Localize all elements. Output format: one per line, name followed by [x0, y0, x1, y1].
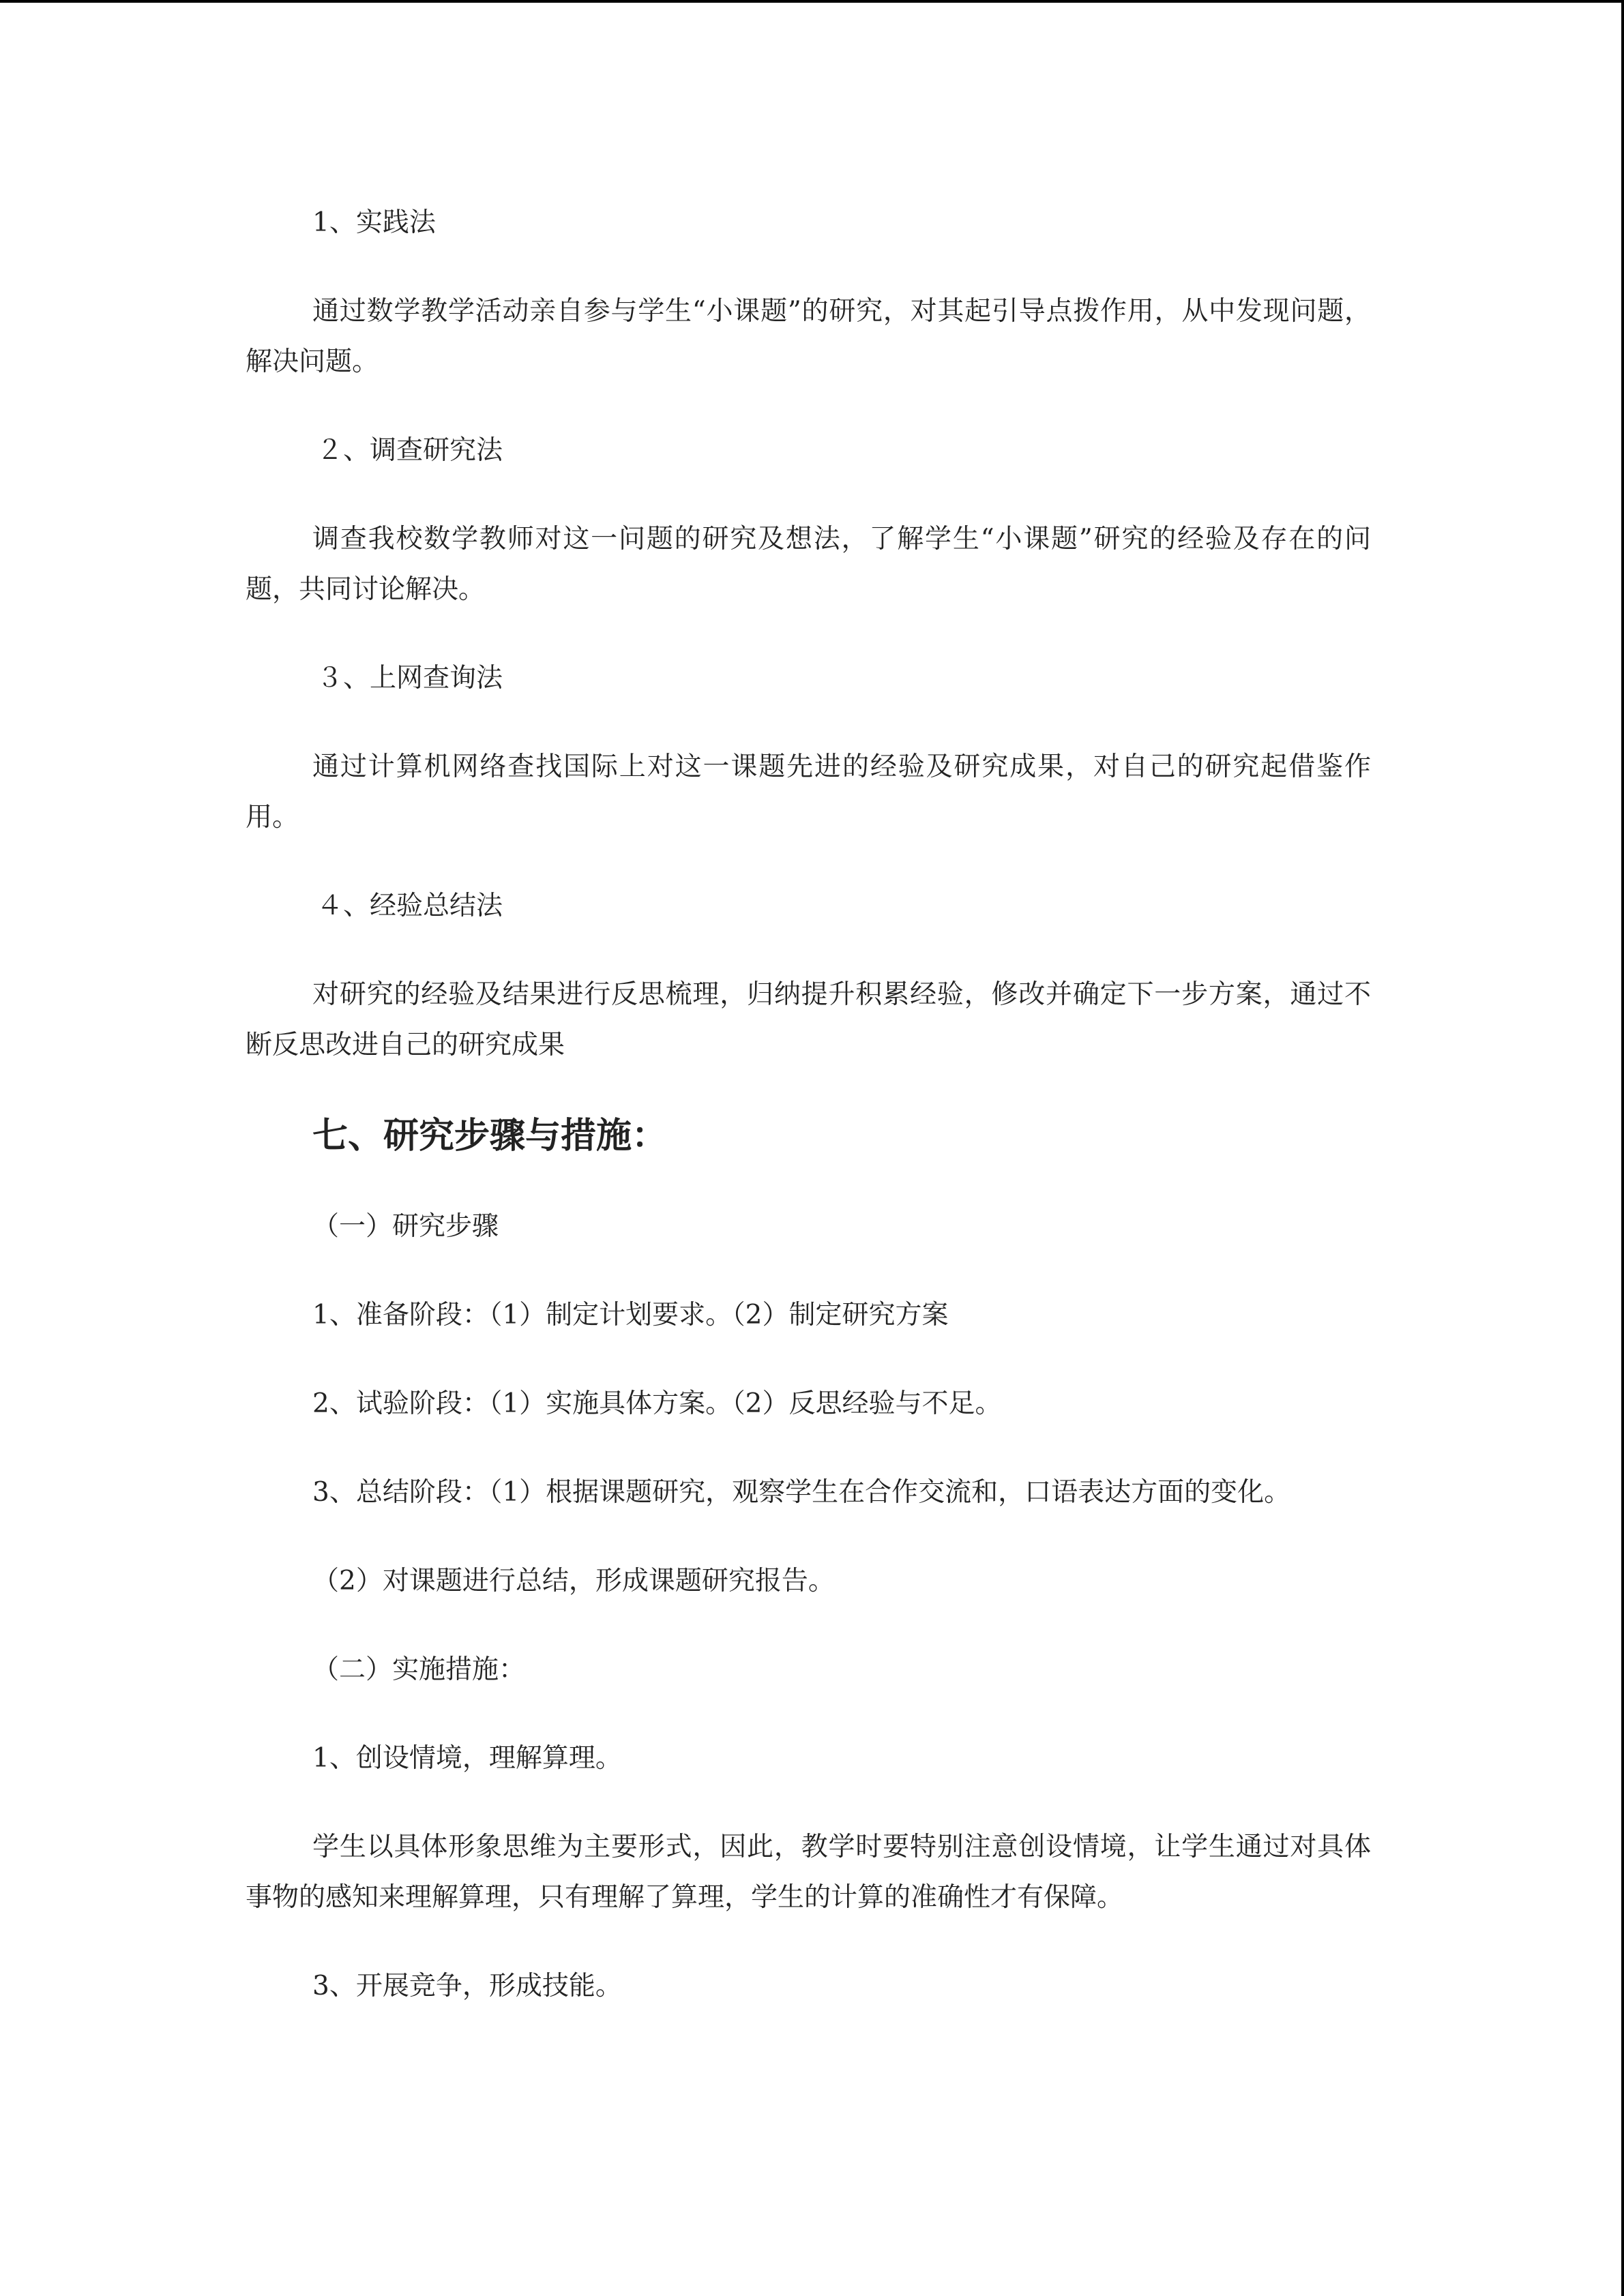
- method-body-summary: 对研究的经验及结果进行反思梳理，归纳提升积累经验，修改并确定下一步方案，通过不断反思改进自己的研究成果: [246, 979, 1371, 1060]
- page-border-right: [1621, 0, 1624, 2296]
- method-body-online: 通过计算机网络查找国际上对这一课题先进的经验及研究成果，对自己的研究起借鉴作用。: [246, 751, 1371, 833]
- document-body: [246, 198, 1371, 2012]
- step-item: 2、试验阶段：（1）实施具体方案。（2）反思经验与不足。: [312, 1388, 1002, 1419]
- step-item: 3、总结阶段：（1）根据课题研究，观察学生在合作交流和，口语表达方面的变化。: [312, 1477, 1291, 1508]
- method-title-survey: ２、调查研究法: [316, 435, 503, 466]
- page-border-top: [0, 0, 1624, 3]
- measures-title: （二）实施措施：: [312, 1654, 526, 1685]
- method-title-practice: 1、实践法: [312, 207, 436, 238]
- measure-body: 学生以具体形象思维为主要形式，因此，教学时要特别注意创设情境，让学生通过对具体事物的感知来理解算理，只有理解了算理，学生的计算的准确性才有保障。: [246, 1832, 1371, 1913]
- method-title-summary: ４、经验总结法: [316, 891, 503, 921]
- method-title-online: ３、上网查询法: [316, 663, 503, 694]
- method-body-practice: 通过数学教学活动亲自参与学生“小课题”的研究，对其起引导点拨作用，从中发现问题，解决问题。: [246, 296, 1371, 377]
- method-body-survey: 调查我校数学教师对这一问题的研究及想法，了解学生“小课题”研究的经验及存在的问题，共同讨论解决。: [246, 524, 1371, 605]
- section-heading: 七、研究步骤与措施：: [312, 1115, 668, 1157]
- step-item: 1、准备阶段：（1）制定计划要求。（2）制定研究方案: [312, 1300, 949, 1330]
- step-item: （2）对课题进行总结，形成课题研究报告。: [312, 1566, 835, 1596]
- steps-title: （一）研究步骤: [312, 1211, 499, 1242]
- measure-title: 1、创设情境，理解算理。: [312, 1743, 622, 1774]
- measure-title: 3、开展竞争，形成技能。: [312, 1971, 622, 2001]
